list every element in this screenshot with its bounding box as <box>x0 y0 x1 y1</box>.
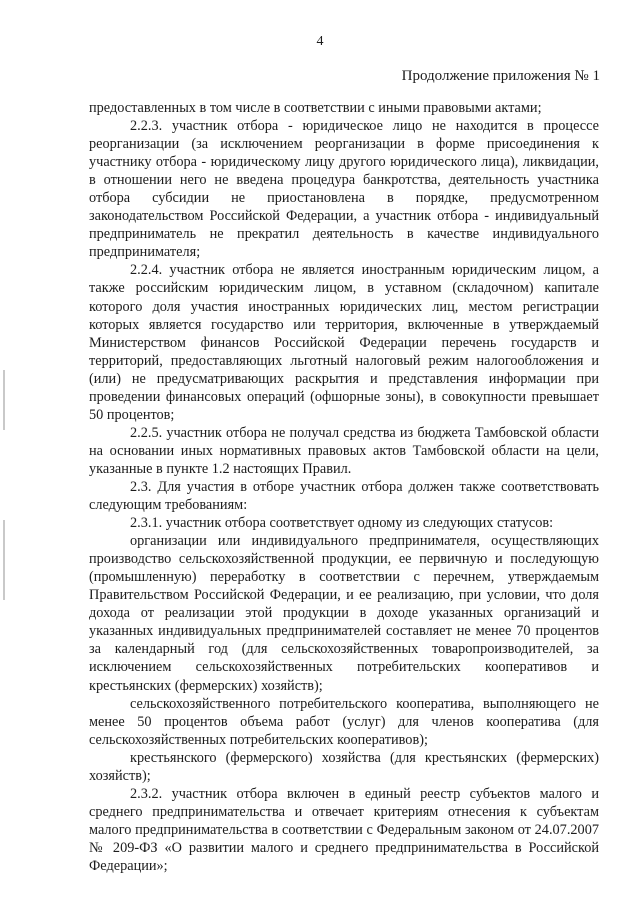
scan-margin-mark <box>3 370 5 430</box>
appendix-header: Продолжение приложения № 1 <box>401 68 600 84</box>
paragraph-2-3-2: 2.3.2. участник отбора включен в единый реестр субъектов малого и среднего предпринимательства и отвечает критериям отнесения к субъектам малого предпринимательства в соответствии с Федеральным законом от 24.07.2007 № 209-ФЗ «О развитии малого и среднего предпринимательства в Российской Федерации»; <box>89 785 599 874</box>
paragraph-2-3: 2.3. Для участия в отборе участник отбора должен также соответствовать следующим требованиям: <box>89 478 599 514</box>
scan-margin-mark <box>3 520 5 600</box>
body-text <box>89 99 599 875</box>
page-number: 4 <box>316 34 324 49</box>
paragraph-status-organization: организации или индивидуального предпринимателя, осуществляющих производство сельскохозяйственной продукции, ее первичную и последующую (промышленную) переработку в соответствии с перечнем, утверждаемым Правительством Российской Федерации, и ее реализацию, при условии, что доля дохода от реализации этой продукции в доходе указанных организаций и указанных индивидуальных предпринимателей составляет не менее 70 процентов за календарный год (для сельскохозяйственных товаропроизводителей, за исключением сельскохозяйственных потребительских кооперативов и крестьянских (фермерских) хозяйств); <box>89 533 599 694</box>
paragraph-continuation: предоставленных в том числе в соответствии с иными правовыми актами; <box>89 100 542 116</box>
paragraph-2-2-5: 2.2.5. участник отбора не получал средства из бюджета Тамбовской области на основании иных нормативных правовых актов Тамбовской области на цели, указанные в пункте 1.2 настоящих Правил. <box>89 424 599 477</box>
paragraph-2-2-4: 2.2.4. участник отбора не является иностранным юридическим лицом, а также российским юридическим лицом, в уставном (складочном) капитале которого доля участия иностранных юридических лиц, местом регистрации которых является государство или территория, включенные в утверждаемый Министерством финансов Российской Федерации перечень государств и территорий, предоставляющих льготный налоговый режим налогообложения и (или) не предусматривающих раскрытия и представления информации при проведении финансовых операций (офшорные зоны), в совокупности превышает 50 процентов; <box>89 262 599 423</box>
paragraph-2-3-1: 2.3.1. участник отбора соответствует одному из следующих статусов: <box>130 515 554 532</box>
paragraph-status-cooperative: сельскохозяйственного потребительского кооператива, выполняющего не менее 50 процентов объема работ (услуг) для членов кооператива (для сельскохозяйственных потребительских кооперативов); <box>89 695 599 748</box>
paragraph-2-2-3: 2.2.3. участник отбора - юридическое лицо не находится в процессе реорганизации (за исключением реорганизации в форме присоединения к участнику отбора - юридическому лицу другого юридического лица), ликвидации, в отношении него не введена процедура банкротства, деятельность участника отбора субсидии не приостановлена в порядке, предусмотренном законодательством Российской Федерации, а участник отбора - индивидуальный предприниматель не прекратил деятельность в качестве индивидуального предпринимателя; <box>89 118 599 261</box>
paragraph-status-farm: крестьянского (фермерского) хозяйства (для крестьянских (фермерских) хозяйств); <box>89 749 599 784</box>
